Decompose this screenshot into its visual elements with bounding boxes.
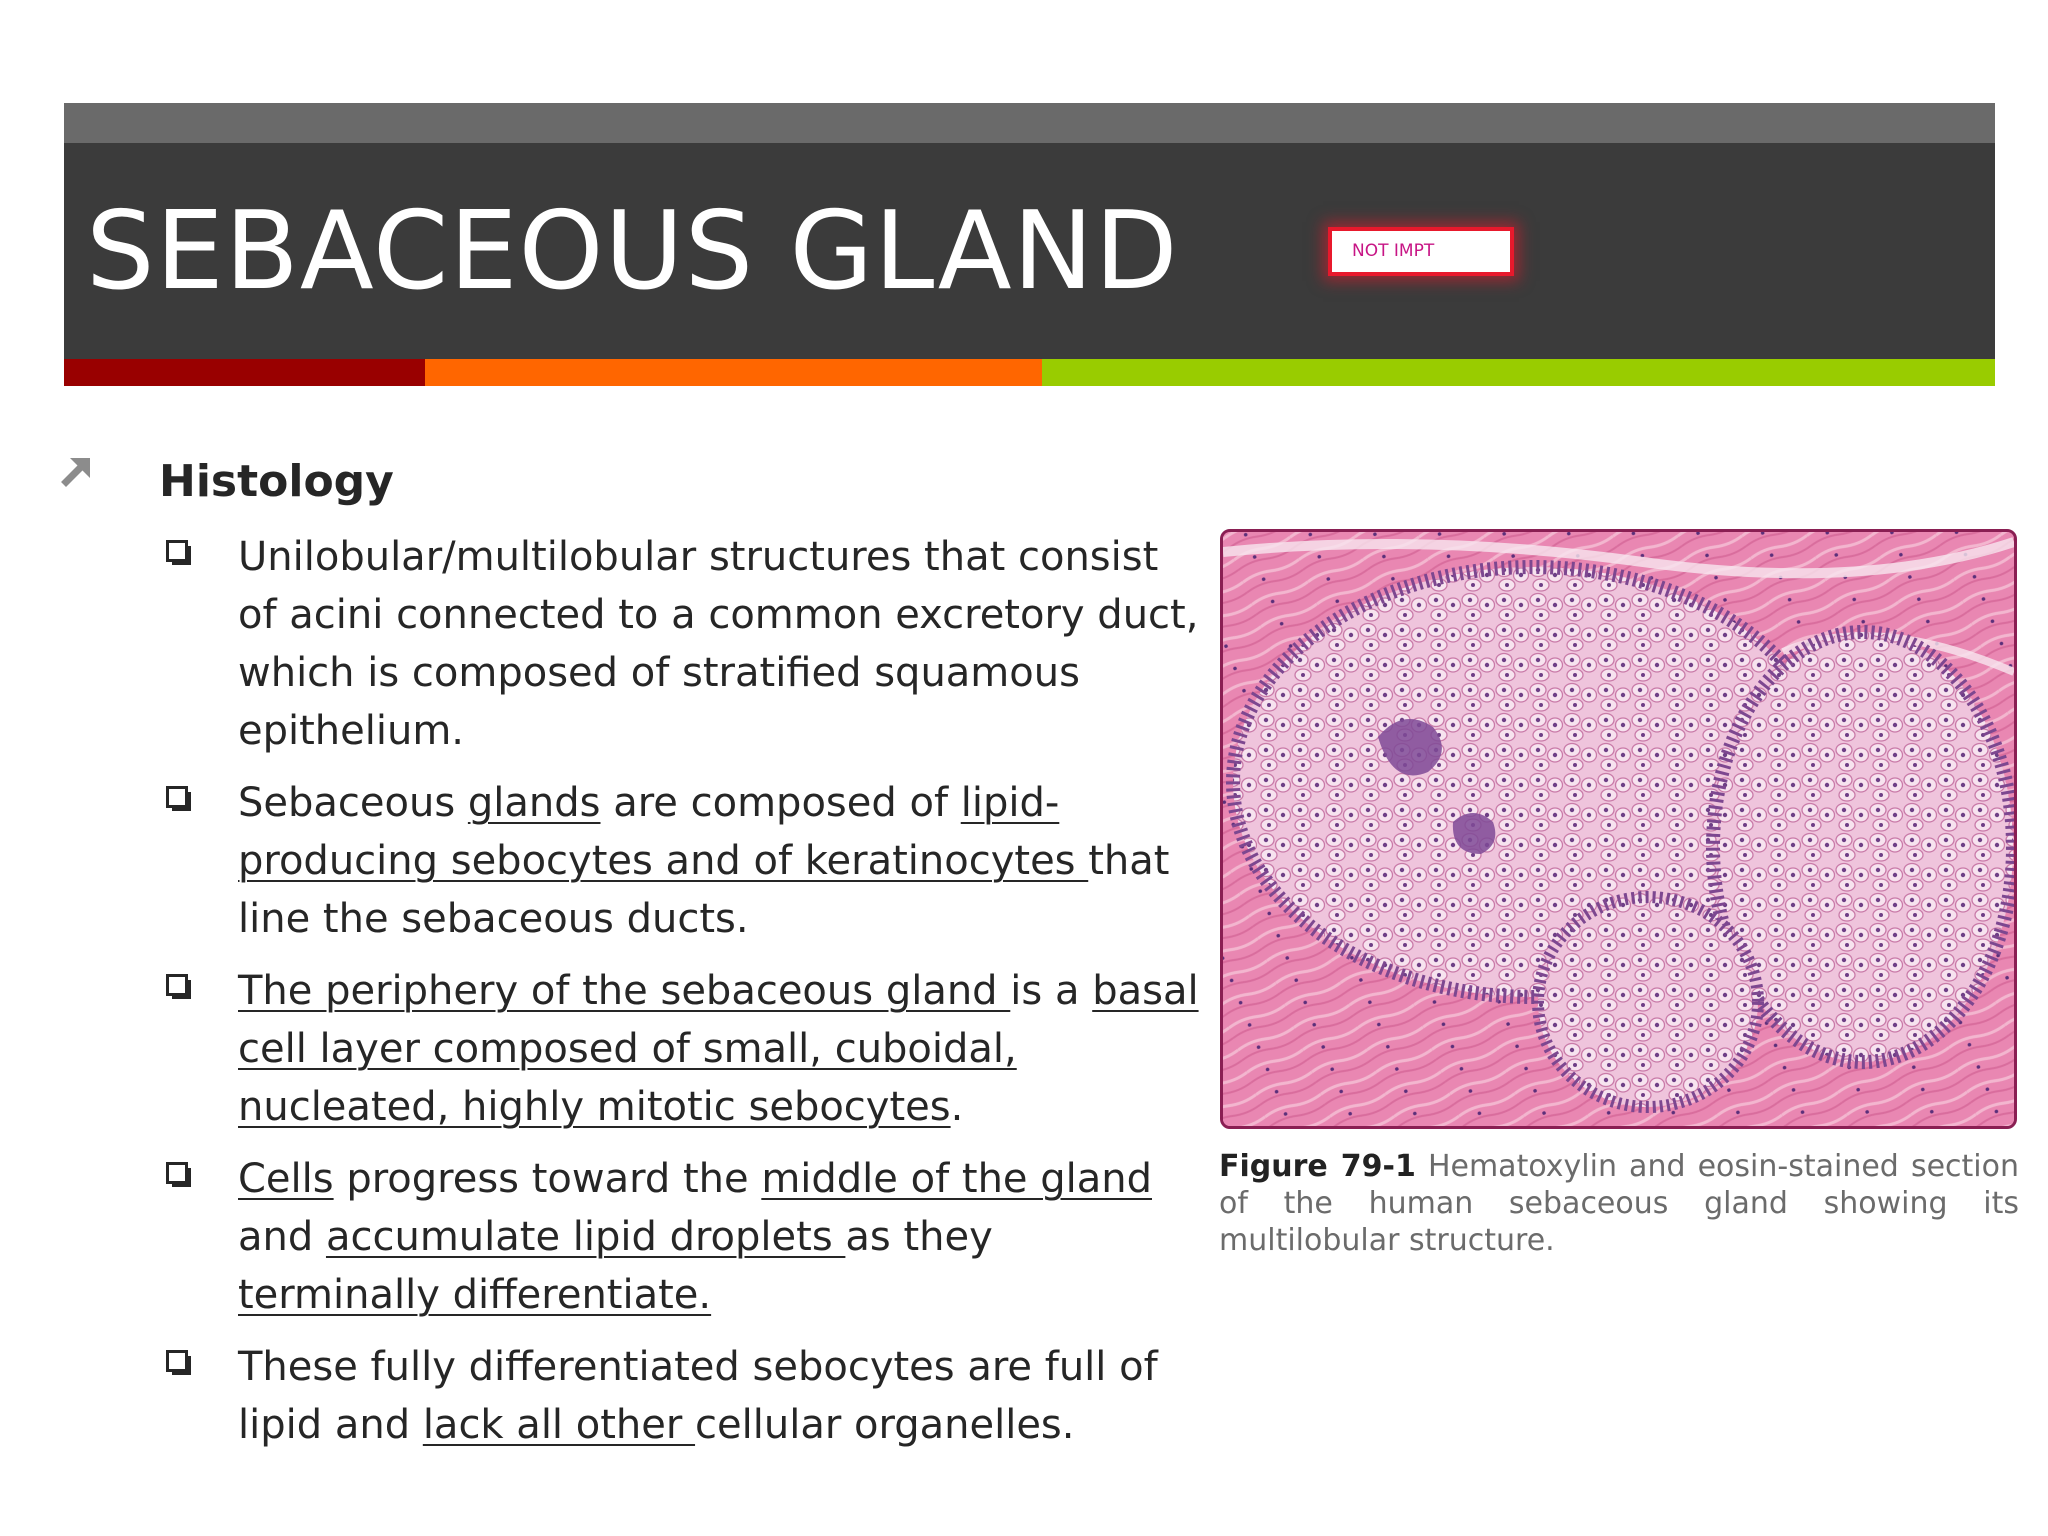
checkbox-square-icon [166,786,192,812]
bullet-list [160,528,1200,1468]
underlined-text: accumulate lipid droplets [325,1214,846,1260]
slide-title: SEBACEOUS GLAND [86,189,1179,314]
bullet-text: are composed of [600,780,961,826]
bullet-item [160,1150,1200,1324]
underlined-text: basal cell layer composed of small, cuboidal, nucleated, highly mitotic sebocytes [238,968,1199,1130]
bullet-text: . [950,1084,964,1130]
section-heading: Histology [159,456,394,507]
bullet-text: and [238,1214,326,1260]
checkbox-square-icon [166,1350,192,1376]
underlined-text: terminally differentiate. [238,1272,712,1318]
underlined-text: middle of the gland [761,1156,1152,1202]
bullet-text: is a [1010,968,1093,1014]
bullet-text: cellular organelles. [695,1402,1075,1448]
underlined-text: glands [467,780,601,826]
accent-bar-green [1042,359,1995,386]
bullet-item [160,962,1200,1136]
bullet-text: progress toward the [333,1156,762,1202]
underlined-text: lack all other [422,1402,696,1448]
underlined-text: Cells [238,1156,334,1202]
bullet-item [160,528,1200,760]
checkbox-square-icon [166,540,192,566]
accent-bar-orange [425,359,1042,386]
bullet-text: that line the sebaceous ducts. [238,838,1170,942]
not-important-stamp: NOT IMPT [1328,227,1514,276]
bullet-item [160,1338,1200,1454]
accent-bar-red [64,359,425,386]
underlined-text: lipid-producing sebocytes and of keratinocytes [238,780,1089,884]
figure-caption [1219,1148,2019,1259]
title-banner-top-strip [64,103,1995,143]
bullet-text: as they [845,1214,993,1260]
checkbox-square-icon [166,1162,192,1188]
bullet-text: Unilobular/multilobular structures that consist of acini connected to a common excretory duct, which is composed of stratified squamous epithelium. [238,534,1199,754]
figure-caption-text: Hematoxylin and eosin-stained section of the human sebaceous gland showing its multilobular structure. [1219,1149,2019,1258]
bullet-text: These fully differentiated sebocytes are full of lipid and [238,1344,1158,1448]
arrow-up-right-icon [60,452,96,488]
sebaceous-gland-micrograph [1223,532,2014,1126]
checkbox-square-icon [166,974,192,1000]
bullet-item [160,774,1200,948]
bullet-text: Sebaceous [238,780,468,826]
figure-label: Figure 79-1 [1219,1149,1416,1184]
underlined-text: The periphery of the sebaceous gland [238,968,1011,1014]
histology-figure [1220,529,2017,1129]
